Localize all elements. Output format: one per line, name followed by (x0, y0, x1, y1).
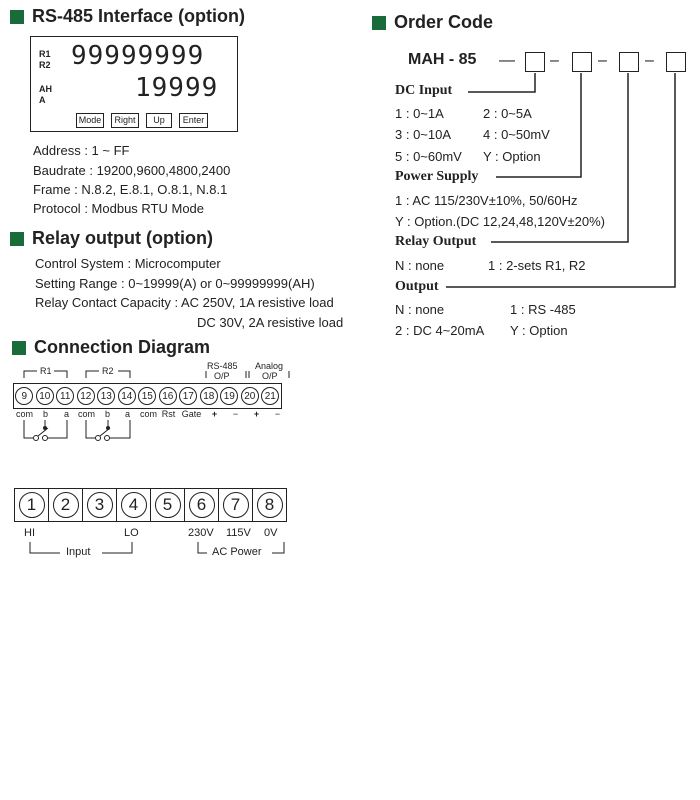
power-terminal-7: 7 (223, 492, 249, 518)
power-terminal-4: 4 (121, 492, 147, 518)
output-option-y: Y : Option (510, 323, 568, 338)
input-label: Input (66, 546, 91, 558)
terminal-label: com (77, 409, 95, 419)
group-analog-sub: O/P (262, 371, 278, 381)
terminal-label: − (232, 409, 239, 419)
lcd-enter-button[interactable]: Enter (179, 113, 208, 128)
model-number: MAH - 85 (408, 51, 477, 68)
group-rs485-label: RS-485 (207, 361, 238, 371)
output-option-2: 2 : DC 4~20mA (395, 323, 485, 338)
hi-label: HI (24, 527, 35, 539)
terminal-12: 12 (77, 387, 95, 405)
baudrate-line: Baudrate : 19200,9600,4800,2400 (33, 163, 231, 178)
output-option-n: N : none (395, 302, 445, 317)
rs485-heading: RS-485 Interface (option) (10, 6, 245, 27)
terminal-label: a (63, 409, 69, 419)
lcd-top-value: 99999999 (71, 41, 205, 71)
terminal-label: b (42, 409, 48, 419)
power-terminal-5: 5 (155, 492, 181, 518)
lo-label: LO (124, 527, 139, 539)
lcd-up-button[interactable]: Up (146, 113, 172, 128)
code-dash: – (598, 52, 607, 69)
power-terminal-1: 1 (19, 492, 45, 518)
connection-heading: Connection Diagram (12, 337, 210, 358)
v115-label: 115V (226, 527, 251, 539)
terminal-9: 9 (15, 387, 33, 405)
terminal-label: + (253, 409, 260, 419)
terminal-20: 20 (241, 387, 259, 405)
code-dash: – (645, 52, 654, 69)
dc-input-option-1: 1 : 0~1A (395, 106, 444, 121)
terminal-18: 18 (200, 387, 218, 405)
v0-label: 0V (264, 527, 278, 539)
relay-capacity-dc-line: DC 30V, 2A resistive load (197, 315, 344, 330)
protocol-line: Protocol : Modbus RTU Mode (33, 201, 205, 216)
lcd-r2-label: R2 (39, 60, 51, 70)
relay-capacity-line: Relay Contact Capacity : AC 250V, 1A resistive load (35, 295, 334, 310)
terminal-14: 14 (118, 387, 136, 405)
relay-output-option-n: N : none (395, 258, 445, 273)
power-terminal-8: 8 (257, 492, 283, 518)
terminal-label: Gate (181, 409, 202, 419)
output-option-1: 1 : RS -485 (510, 302, 576, 317)
terminal-17: 17 (179, 387, 197, 405)
power-supply-option-1: 1 : AC 115/230V±10%, 50/60Hz (395, 193, 578, 208)
lcd-a-label: A (39, 95, 46, 105)
setting-range-line: Setting Range : 0~19999(A) or 0~99999999(AH) (35, 276, 315, 291)
group-rs485-sub: O/P (214, 371, 230, 381)
power-supply-option-y: Y : Option.(DC 12,24,48,120V±20%) (395, 214, 605, 229)
dc-input-option-3: 3 : 0~10A (395, 127, 452, 142)
terminal-label: Rst (161, 409, 176, 419)
lcd-mode-button[interactable]: Mode (76, 113, 104, 128)
lcd-right-button[interactable]: Right (111, 113, 139, 128)
code-dash: – (550, 52, 559, 69)
code-dash: — (499, 52, 515, 69)
power-terminal-3: 3 (87, 492, 113, 518)
group-r2-label: R2 (102, 366, 114, 376)
terminal-label: a (124, 409, 130, 419)
power-terminal-2: 2 (53, 492, 79, 518)
dc-input-option-5: 5 : 0~60mV (395, 149, 462, 164)
terminal-label: b (104, 409, 110, 419)
dc-input-option-2: 2 : 0~5A (483, 106, 532, 121)
terminal-21: 21 (261, 387, 279, 405)
relay-output-title: Relay Output (395, 234, 477, 249)
ac-power-label: AC Power (212, 546, 262, 558)
terminal-15: 15 (138, 387, 156, 405)
relay-output-option-1: 1 : 2-sets R1, R2 (488, 258, 586, 273)
relay-heading: Relay output (option) (10, 228, 213, 249)
v230-label: 230V (188, 527, 214, 539)
lcd-ah-label: AH (39, 84, 52, 94)
power-supply-title: Power Supply (395, 169, 479, 184)
group-r1-label: R1 (40, 366, 52, 376)
dc-input-option-y: Y : Option (483, 149, 541, 164)
output-title: Output (395, 279, 439, 294)
terminal-label: com (15, 409, 33, 419)
group-analog-label: Analog (255, 361, 284, 371)
dc-input-title: DC Input (395, 83, 453, 98)
control-system-line: Control System : Microcomputer (35, 256, 221, 271)
terminal-13: 13 (97, 387, 115, 405)
terminal-label: − (274, 409, 281, 419)
address-line: Address : 1 ~ FF (33, 143, 130, 158)
lcd-r1-label: R1 (39, 49, 51, 59)
dc-input-option-4: 4 : 0~50mV (483, 127, 550, 142)
terminal-19: 19 (220, 387, 238, 405)
terminal-11: 11 (56, 387, 74, 405)
lcd-bottom-value: 19999 (135, 73, 219, 103)
terminal-10: 10 (36, 387, 54, 405)
terminal-label: com (139, 409, 157, 419)
terminal-label: + (211, 409, 218, 419)
power-terminal-6: 6 (189, 492, 215, 518)
frame-line: Frame : N.8.2, E.8.1, O.8.1, N.8.1 (33, 182, 228, 197)
order-code-heading: Order Code (372, 12, 493, 33)
terminal-16: 16 (159, 387, 177, 405)
